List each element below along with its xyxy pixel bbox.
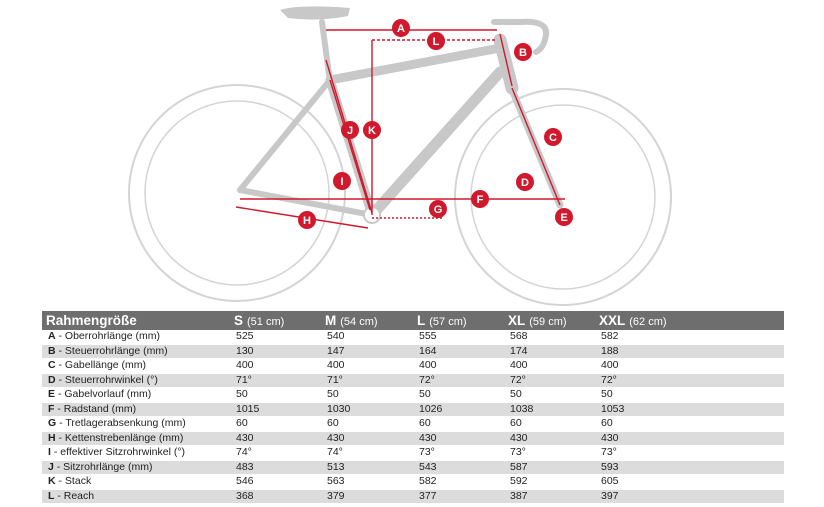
header-size-m — [321, 311, 413, 330]
marker-L-label: L — [432, 36, 440, 48]
row-value: 50 — [230, 388, 321, 403]
table-row — [42, 460, 784, 475]
row-label — [42, 359, 230, 374]
row-label-text: - Kettenstrebenlänge (mm) — [58, 431, 184, 444]
row-label-text: - Steuerrohrwinkel (°) — [58, 373, 158, 386]
row-value: 1015 — [230, 402, 321, 417]
row-value: 525 — [230, 330, 321, 344]
size-name: M — [325, 313, 337, 328]
row-value: 513 — [321, 460, 413, 475]
table-row — [42, 417, 784, 432]
row-value: 188 — [595, 344, 784, 359]
row-label — [42, 460, 230, 475]
marker-I — [333, 172, 351, 190]
row-letter: I — [48, 446, 51, 459]
row-value: 74° — [321, 446, 413, 461]
marker-J — [341, 121, 359, 139]
row-value: 430 — [230, 431, 321, 446]
row-value: 50 — [321, 388, 413, 403]
row-value: 60 — [321, 417, 413, 432]
marker-B — [514, 43, 532, 61]
row-value: 73° — [413, 446, 504, 461]
row-value: 60 — [230, 417, 321, 432]
geometry-table — [42, 311, 784, 504]
table-header-row — [42, 311, 784, 330]
row-value: 582 — [413, 475, 504, 490]
row-value: 568 — [504, 330, 595, 344]
row-value: 587 — [504, 460, 595, 475]
row-label-text: - Gabelvorlauf (mm) — [57, 388, 152, 401]
marker-J-label: J — [346, 125, 354, 137]
marker-C — [544, 128, 562, 146]
table-row — [42, 402, 784, 417]
marker-E — [555, 208, 573, 226]
row-value: 483 — [230, 460, 321, 475]
marker-F — [471, 190, 489, 208]
row-label-text: - Oberrohrlänge (mm) — [58, 330, 161, 343]
row-letter: F — [48, 402, 55, 415]
row-value: 50 — [413, 388, 504, 403]
row-label-text: - Tretlagerabsenkung (mm) — [59, 417, 186, 430]
header-size-l — [413, 311, 504, 330]
row-value: 74° — [230, 446, 321, 461]
row-label-text: - Steuerrohrlänge (mm) — [58, 344, 168, 357]
row-label — [42, 489, 230, 504]
marker-C-label: C — [549, 132, 557, 144]
row-value: 546 — [230, 475, 321, 490]
marker-A — [392, 19, 410, 37]
row-value: 1026 — [413, 402, 504, 417]
row-label — [42, 373, 230, 388]
table-row — [42, 489, 784, 504]
row-value: 72° — [504, 373, 595, 388]
marker-E-label: E — [560, 212, 568, 224]
row-value: 379 — [321, 489, 413, 504]
row-value: 430 — [504, 431, 595, 446]
row-label-text: - Gabellänge (mm) — [58, 359, 147, 372]
table-row — [42, 431, 784, 446]
size-cm: (59 cm) — [529, 316, 567, 328]
row-label-text: - Sitzrohrlänge (mm) — [56, 460, 153, 473]
marker-L — [427, 32, 445, 50]
row-value: 50 — [595, 388, 784, 403]
table-row — [42, 446, 784, 461]
row-label-text: - effektiver Sitzrohrwinkel (°) — [53, 446, 186, 459]
row-value: 377 — [413, 489, 504, 504]
table-row — [42, 373, 784, 388]
row-value: 430 — [321, 431, 413, 446]
table-row — [42, 475, 784, 490]
row-label — [42, 388, 230, 403]
row-letter: J — [48, 460, 54, 473]
saddle — [280, 6, 350, 19]
size-name: XL — [508, 313, 526, 328]
marker-D — [516, 173, 534, 191]
size-name: L — [417, 313, 426, 328]
header-frame-size: Rahmengröße — [42, 311, 230, 330]
row-letter: D — [48, 373, 56, 386]
marker-A-label: A — [397, 23, 405, 35]
row-value: 130 — [230, 344, 321, 359]
size-cm: (57 cm) — [429, 316, 467, 328]
header-size-s — [230, 311, 321, 330]
table-row — [42, 388, 784, 403]
row-label — [42, 431, 230, 446]
marker-B-label: B — [519, 47, 527, 59]
table-row — [42, 359, 784, 374]
row-label-text: - Stack — [58, 475, 92, 488]
marker-K-label: K — [368, 125, 376, 137]
row-value: 73° — [504, 446, 595, 461]
row-value: 400 — [321, 359, 413, 374]
marker-D-label: D — [521, 177, 529, 189]
size-cm: (62 cm) — [629, 316, 667, 328]
row-label — [42, 417, 230, 432]
row-value: 593 — [595, 460, 784, 475]
row-value: 174 — [504, 344, 595, 359]
row-value: 400 — [504, 359, 595, 374]
row-letter: H — [48, 431, 56, 444]
header-size-xl — [504, 311, 595, 330]
row-label — [42, 475, 230, 490]
row-letter: L — [48, 489, 55, 502]
marker-H — [298, 211, 316, 229]
row-value: 400 — [595, 359, 784, 374]
row-value: 555 — [413, 330, 504, 344]
row-value: 397 — [595, 489, 784, 504]
row-value: 430 — [413, 431, 504, 446]
row-value: 164 — [413, 344, 504, 359]
marker-H-label: H — [303, 215, 311, 227]
row-value: 368 — [230, 489, 321, 504]
row-value: 60 — [595, 417, 784, 432]
row-value: 50 — [504, 388, 595, 403]
row-value: 1053 — [595, 402, 784, 417]
measurement-lines — [236, 30, 568, 228]
row-value: 400 — [413, 359, 504, 374]
row-value: 592 — [504, 475, 595, 490]
marker-K — [363, 121, 381, 139]
rear-wheel — [129, 85, 345, 301]
row-value: 605 — [595, 475, 784, 490]
row-value: 71° — [230, 373, 321, 388]
row-label-text: - Reach — [57, 489, 95, 502]
row-letter: G — [48, 417, 57, 430]
row-value: 1030 — [321, 402, 413, 417]
marker-I-label: I — [340, 176, 344, 188]
row-label-text: - Radstand (mm) — [57, 402, 137, 415]
row-letter: B — [48, 344, 56, 357]
row-value: 72° — [413, 373, 504, 388]
marker-F-label: F — [476, 194, 484, 206]
header-size-xxl — [595, 311, 784, 330]
row-letter: C — [48, 359, 56, 372]
marker-G — [429, 200, 447, 218]
row-label — [42, 446, 230, 461]
row-value: 540 — [321, 330, 413, 344]
row-letter: E — [48, 388, 56, 401]
row-label — [42, 402, 230, 417]
row-value: 582 — [595, 330, 784, 344]
row-value: 1038 — [504, 402, 595, 417]
row-value: 73° — [595, 446, 784, 461]
size-cm: (51 cm) — [247, 316, 285, 328]
row-value: 543 — [413, 460, 504, 475]
row-value: 430 — [595, 431, 784, 446]
row-value: 60 — [504, 417, 595, 432]
row-letter: K — [48, 475, 56, 488]
row-value: 71° — [321, 373, 413, 388]
table-body — [42, 330, 784, 504]
row-label — [42, 330, 230, 344]
row-value: 563 — [321, 475, 413, 490]
table-row — [42, 344, 784, 359]
bike-frame — [240, 22, 560, 215]
marker-G-label: G — [433, 204, 443, 216]
row-label — [42, 344, 230, 359]
table-row — [42, 330, 784, 344]
row-value: 400 — [230, 359, 321, 374]
row-value: 147 — [321, 344, 413, 359]
size-name: XXL — [599, 313, 626, 328]
row-letter: A — [48, 330, 56, 343]
row-value: 60 — [413, 417, 504, 432]
size-name: S — [234, 313, 244, 328]
size-cm: (54 cm) — [340, 316, 378, 328]
row-value: 72° — [595, 373, 784, 388]
row-value: 387 — [504, 489, 595, 504]
